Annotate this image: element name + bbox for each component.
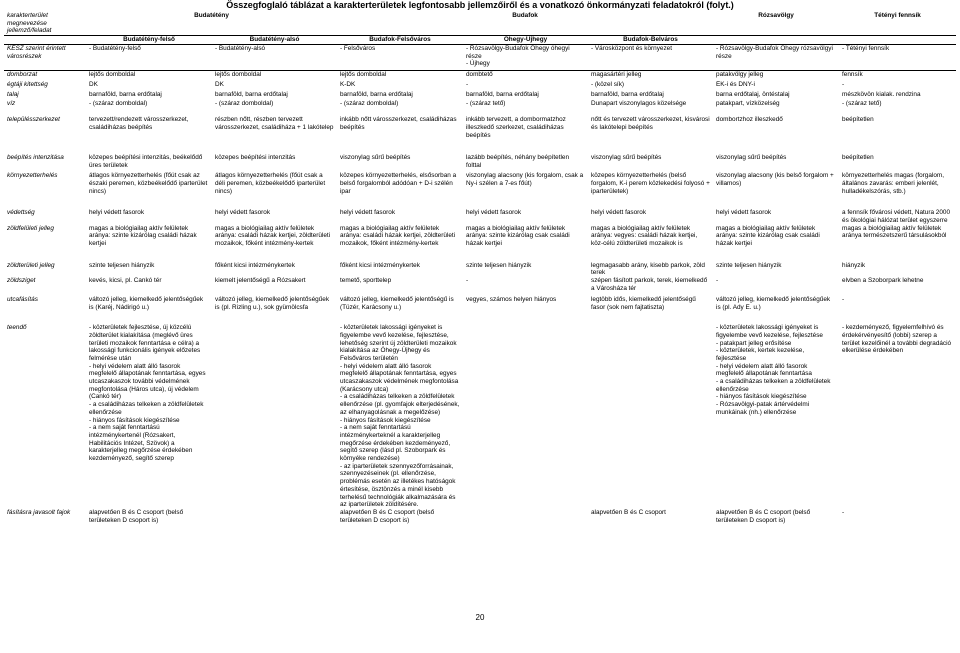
cell-line: - hiányos fásítások kiegészítése bbox=[89, 416, 180, 424]
table-cell: szépen fásított parkok, terek, kiemelkedő a Városháza tér bbox=[591, 277, 708, 292]
table-cell: helyi védett fasorok bbox=[215, 209, 271, 217]
table-cell: magas a biológiailag aktív felületek aránya: családi házak kertjei, zöldterületi mozaikok, főként intézmény-kertek bbox=[215, 224, 331, 248]
table-cell: alapvetően B és C csoport (belső területeken D csoport is) bbox=[89, 509, 184, 524]
table-cell: legtöbb idős, kiemelkedő jelentőségű fasor (sok nem fajtatiszta) bbox=[591, 296, 696, 311]
table-cell: lejtős domboldal bbox=[215, 70, 262, 78]
table-cell: részben nőtt, részben tervezett városszerkezet, családiháza + 1 lakótelep bbox=[215, 116, 334, 132]
page-number: 20 bbox=[475, 613, 485, 622]
cell-line: - a nem saját fenntartású intézménykerteknél a karakterjelleg megőrzése érdekében kezdeményező, segítő szerep (lásd pl. Szoborpark és környéke rendezése) bbox=[340, 424, 451, 463]
table-cell: környezetterhelés magas (forgalom, általános zavarás: emberi jelenlét, hulladékelszórás, stb.) bbox=[842, 172, 944, 195]
table-cell: magasártéri jelleg bbox=[591, 70, 642, 78]
table-cell: temető, sporttelep bbox=[340, 277, 392, 285]
table-cell: helyi védett fasorok bbox=[466, 209, 522, 217]
cell-line: - helyi védelem alatt álló fasorok megfelelő állapotának fenntartása, egyes utcaszakaszok védelmének megfontolása (Karácsony utca) bbox=[340, 362, 459, 393]
table-cell: patakvölgy jelleg bbox=[716, 70, 764, 78]
table-cell: szinte teljesen hiányzik bbox=[89, 261, 155, 269]
table-row bbox=[4, 296, 956, 324]
header-rozsavolgy: Rózsavölgy bbox=[713, 12, 839, 36]
table-cell: főként kicsi intézménykertek bbox=[340, 261, 420, 269]
table-cell: helyi védett fasorok bbox=[340, 209, 396, 217]
table-cell: barnaföld, barna erdőtalaj bbox=[591, 91, 664, 99]
table-cell: viszonylag sűrű beépítés bbox=[716, 154, 787, 162]
header-budateteny: Budatétény bbox=[86, 12, 337, 36]
table-cell: nőtt és tervezett városszerkezet, kisvárosi és lakótelepi beépítés bbox=[591, 116, 710, 132]
table-cell: - bbox=[466, 277, 469, 285]
table-row bbox=[4, 324, 956, 509]
table-cell bbox=[212, 324, 337, 509]
cell-line: - a családiházas telkeken a zöldfelületek ellenőrzése bbox=[89, 401, 204, 416]
row-label: zöldfelületi jelleg bbox=[7, 224, 54, 232]
cell-line: - Rózsavölgy-Budafok Óhegy óhegyi része bbox=[466, 44, 570, 60]
table-cell: - Városközpont és környezet bbox=[588, 44, 713, 70]
label-header: karakterterület megnevezése jellemző/feladat bbox=[4, 12, 86, 36]
table-row bbox=[4, 70, 956, 81]
cell-line: - a nem saját fenntartású intézménykertenél (Rózsakert, Habilitációs Intézet, Szövok) a karakterjelleg megőrzése érdekében kezdeményező, segítő szerep bbox=[89, 424, 193, 463]
table-row bbox=[4, 116, 956, 154]
header-tetenyi-fennsik: Tétényi fennsík bbox=[839, 12, 956, 36]
table-cell: szinte teljesen hiányzik bbox=[466, 261, 532, 269]
table-cell: - (száraz domboldal) bbox=[215, 100, 274, 108]
cell-line: - Rózsavölgyi-patak ártérvédelmi munkáinak (nh.) ellenőrzése bbox=[716, 401, 810, 416]
table-row bbox=[4, 172, 956, 209]
table-cell: változó jelleg, kiemelkedő jelentőségűek is (pl. Ady E. u.) bbox=[716, 296, 831, 311]
table-cell: elvben a Szoborpark lehetne bbox=[842, 277, 924, 285]
table-cell: helyi védett fasorok bbox=[89, 209, 145, 217]
table-cell: alapvetően B és C csoport (belső területeken D csoport is) bbox=[716, 509, 811, 524]
row-label: domborzat bbox=[7, 70, 38, 78]
table-cell: viszonylag alacsony (kis forgalom, csak a Ny-i szélen a 7-es főút) bbox=[466, 172, 584, 188]
table-cell: alapvetően B és C csoport bbox=[591, 509, 666, 516]
table-cell: barnaföld, barna erdőtalaj bbox=[340, 91, 413, 99]
cell-line: - Újhegy bbox=[466, 60, 490, 68]
header-budafok: Budafok bbox=[337, 12, 713, 36]
row-label: fásításra javasolt fajok bbox=[7, 509, 71, 516]
table-cell: helyi védett fasorok bbox=[716, 209, 772, 217]
table-cell: hiányzik bbox=[842, 261, 866, 269]
table-cell: magas a biológiailag aktív felületek aránya természetszerű társulásokból bbox=[842, 224, 947, 240]
row-label: védettség bbox=[7, 209, 35, 217]
row-label: víz bbox=[7, 100, 16, 108]
table-cell: lejtős domboldal bbox=[340, 70, 387, 78]
table-cell bbox=[463, 324, 588, 509]
table-cell: főként kicsi intézménykertek bbox=[215, 261, 295, 269]
table-cell: barnaföld, barna erdőtalaj bbox=[466, 91, 539, 99]
table-cell: lejtős domboldal bbox=[89, 70, 136, 78]
table-row bbox=[4, 509, 956, 539]
table-cell: barnaföld, barna erdőtalaj bbox=[215, 91, 288, 99]
table-cell: barna erdőtalaj, öntéstalaj bbox=[716, 91, 790, 99]
table-cell: - (száraz domboldal) bbox=[89, 100, 148, 108]
table-cell: magas a biológiailag aktív felületek aránya: szinte kizárólag csak családi házak kertjei bbox=[466, 224, 570, 248]
table-cell: - bbox=[842, 509, 845, 516]
cell-line: - patakpart jelleg erősítése bbox=[716, 339, 792, 347]
subheader: Óhegy-Újhegy bbox=[463, 36, 588, 45]
row-label: égtáji kitettség bbox=[7, 81, 48, 89]
cell-line: - közterületek lakossági igényeket is figyelembe vevő kezelése, fejlesztése bbox=[716, 324, 823, 339]
table-cell bbox=[212, 509, 337, 539]
table-cell: helyi védett fasorok bbox=[591, 209, 647, 217]
row-label: környezetterhelés bbox=[7, 172, 58, 180]
table-cell bbox=[86, 324, 212, 509]
table-cell: Dunapart viszonylagos közelsége bbox=[591, 100, 687, 108]
table-cell: változó jelleg, kiemelkedő jelentőségűek is (Karéj, Nádirigó u.) bbox=[89, 296, 204, 311]
table-cell: inkább tervezett, a dombormatzhoz illeszkedő szerkezet, családiházas beépítés bbox=[466, 116, 566, 139]
table-cell: kiemelt jelentőségű a Rózsakert bbox=[215, 277, 306, 285]
table-cell: magas a biológiailag aktív felületek aránya: szinte kizárólag csak családi házak kertjei bbox=[716, 224, 820, 248]
table-cell: változó jelleg, kiemelkedő jelentőségű is (Tüzér, Karácsony u.) bbox=[340, 296, 454, 311]
table-cell: átlagos környezetterhelés (főút csak a déli peremen, közbeékelődő iparterület nincs) bbox=[215, 172, 326, 195]
table-cell: magas a biológiailag aktív felületek aránya: szinte kizárólag családi házak kertjei bbox=[89, 224, 197, 248]
row-label: beépítés intenzitása bbox=[7, 154, 64, 162]
table-cell: alapvetően B és C csoport (belső területeken D csoport is) bbox=[340, 509, 435, 524]
table-cell: viszonylag sűrű beépítés bbox=[591, 154, 662, 162]
table-cell: a fennsík fővárosi védett, Natura 2000 és ökológiai hálózat terület egyszerre bbox=[842, 209, 951, 225]
header-row-2 bbox=[4, 36, 956, 45]
row-label: utcafásítás bbox=[7, 296, 38, 304]
table-row bbox=[4, 225, 956, 262]
table-cell: - (száraz domboldal) bbox=[340, 100, 399, 108]
table-row bbox=[4, 44, 956, 70]
cell-line: - a családiházas telkeken a zöldfelületek ellenőrzése (pl. gyomfajok elterjedésének, az elhanyagolásnak a megelőzése) bbox=[340, 393, 460, 416]
table-cell: dombtető bbox=[466, 70, 493, 78]
row-label: teendő bbox=[7, 324, 27, 332]
table-cell: - bbox=[716, 277, 719, 285]
table-row bbox=[4, 262, 956, 277]
table-cell bbox=[588, 324, 713, 509]
row-label: KÉSZ szerint érintett városrészek bbox=[4, 44, 86, 70]
subheader: Budafok-Belváros bbox=[588, 36, 713, 45]
table-row bbox=[4, 81, 956, 91]
table-cell: - bbox=[842, 81, 845, 89]
table-cell: - Budatétény-felső bbox=[86, 44, 212, 70]
page-title: Összegfoglaló táblázat a karakterterületek legfontosabb jellemzőiről és a vonatkozó önkormányzati feladatokról (folyt.) bbox=[226, 0, 734, 10]
header-row-1 bbox=[4, 12, 956, 36]
row-label: zöldsziget bbox=[7, 277, 36, 285]
cell-line: - a családiházas telkeken a zöldfelületek ellenőrzése bbox=[716, 378, 831, 393]
table-cell: - Felsőváros bbox=[337, 44, 463, 70]
table-row bbox=[4, 277, 956, 296]
table-cell: legmagasabb arány, kisebb parkok, zöld terek bbox=[591, 261, 705, 277]
subheader: Budatétény-felső bbox=[86, 36, 212, 45]
table-cell: magas a biológiailag aktív felületek aránya: családi házak kertjei, zöldterületi mozaikok, főként intézmény-kertek bbox=[340, 224, 456, 248]
table-cell: DK bbox=[89, 81, 98, 89]
table-cell: patakpart, vízközelség bbox=[716, 100, 780, 108]
table-cell: barnaföld, barna erdőtalaj bbox=[89, 91, 162, 99]
table-row bbox=[4, 154, 956, 172]
table-row bbox=[4, 100, 956, 116]
table-cell: ÉK-i és DNY-i bbox=[716, 81, 755, 89]
table-cell: dombortzhoz illeszkedő bbox=[716, 116, 783, 124]
table-cell: viszonylag alacsony (kis belső forgalom + villamos) bbox=[716, 172, 834, 188]
table-cell: közepes környezetterhelés (belső forgalom, K-i perem közlekedési folyosó + iparterületek) bbox=[591, 172, 710, 195]
table-cell: - Rózsavölgy-Budafok Óhegy rózsavölgyi része bbox=[713, 44, 839, 70]
table-cell: kevés, kicsi, pl. Cankó tér bbox=[89, 277, 162, 285]
subheader: Budatétény-alsó bbox=[212, 36, 337, 45]
cell-line: - közterületek, kertek kezelése, fejlesztése bbox=[716, 347, 805, 362]
table-cell: inkább nőtt városszerkezet, családiházas beépítés bbox=[340, 116, 457, 132]
cell-line: - helyi védelem alatt álló fasorok megfelelő állapotának fenntartása bbox=[716, 362, 812, 378]
cell-line: - hiányos fásítások kiegészítése bbox=[716, 393, 807, 401]
table-cell: K-DK bbox=[340, 81, 356, 89]
table-cell: - (száraz tető) bbox=[842, 100, 882, 108]
table-cell: szinte teljesen hiányzik bbox=[716, 261, 782, 269]
cell-line: - az iparterületek szennyezőforrásainak, szennyezéseinek (pl. ellenőrzése, problémás esetén az illetékes hatóságok értesítése, ösztönzés a minél kisebb terhelésű technológiák alkalmazására és az iparterületek zöldítésére. bbox=[340, 462, 456, 509]
table-cell: viszonylag sűrű beépítés bbox=[340, 154, 411, 162]
table-cell bbox=[463, 509, 588, 539]
table-body bbox=[4, 44, 956, 539]
table-cell: közepes környezetterhelés, elsősorban a belső forgalomból adódóan + D-i szélén ipar bbox=[340, 172, 457, 195]
table-cell: átlagos környezetterhelés (főút csak az északi peremen, közbeékelődő iparterület nincs) bbox=[89, 172, 208, 195]
row-label: településszerkezet bbox=[7, 116, 60, 124]
table-cell: DK bbox=[215, 81, 224, 89]
table-cell: beépítetlen bbox=[842, 154, 874, 162]
cell-line: - közterületek lakossági igényeket is figyelembe vevő kezelése, fejlesztése, lehetőség szerint új zöldterületi mozaikok kialakítása az Óhegy-Újhegy és Felsőváros területén bbox=[340, 324, 457, 362]
table-row bbox=[4, 91, 956, 100]
table-cell: tervezett/rendezett városszerkezet, családiházas beépítés bbox=[89, 116, 189, 132]
table-cell: változó jelleg, kiemelkedő jelentőségűek is (pl. Rizling u.), sok gyümölcsfa bbox=[215, 296, 330, 311]
table-row bbox=[4, 209, 956, 224]
table-cell: közepes beépítési intenzitás bbox=[215, 154, 296, 162]
cell-line: - helyi védelem alatt álló fasorok megfelelő állapotának fenntartása, egyes utcaszakaszok további védelmének megfontolása (Háros utca), új védelem (Cankó tér) bbox=[89, 362, 206, 401]
table-cell: közepes beépítési intenzitás, beékelődő üres területek bbox=[89, 154, 203, 170]
table-cell bbox=[463, 44, 588, 70]
table-cell: magas a biológiailag aktív felületek aránya: vegyes: családi házak kertjei, köz-célú zöldterületi mozaikok is bbox=[591, 224, 698, 248]
row-label: zöldterületi jelleg bbox=[7, 261, 55, 269]
cell-line: - közterületek fejlesztése, új közcélú zöldterület kialakítása (meglévő üres területi mozaikok fenntartása e célra) a lakossági funkcionális igények előzetes felmérése után bbox=[89, 324, 201, 362]
table-cell: mészkövön kialak. rendzina bbox=[842, 91, 921, 99]
table-cell bbox=[337, 324, 463, 509]
table-cell: - bbox=[842, 296, 845, 304]
table-cell: - bbox=[466, 81, 469, 89]
summary-table bbox=[4, 12, 956, 539]
table-cell: - (közel sík) bbox=[591, 81, 625, 89]
table-cell: - (száraz tető) bbox=[466, 100, 506, 108]
table-cell: beépítetlen bbox=[842, 116, 874, 124]
table-cell: - Budatétény-alsó bbox=[212, 44, 337, 70]
table-cell: vegyes, számos helyen hiányos bbox=[466, 296, 557, 304]
row-label: talaj bbox=[7, 91, 19, 99]
table-cell: - kezdeményező, figyelemfelhívó és érdekérvényesítő (lobbi) szerep a terület kezelőinél a további degradáció elkerülése érdekében bbox=[842, 324, 952, 355]
table-cell: fennsík bbox=[842, 70, 863, 78]
cell-line: - hiányos fásítások kiegészítése bbox=[340, 416, 431, 424]
table-cell: lazább beépítés, néhány beépítetlen folttal bbox=[466, 154, 570, 170]
subheader: Budafok-Felsőváros bbox=[337, 36, 463, 45]
table-cell: - Tétényi fennsík bbox=[839, 44, 956, 70]
table-cell bbox=[713, 324, 839, 509]
